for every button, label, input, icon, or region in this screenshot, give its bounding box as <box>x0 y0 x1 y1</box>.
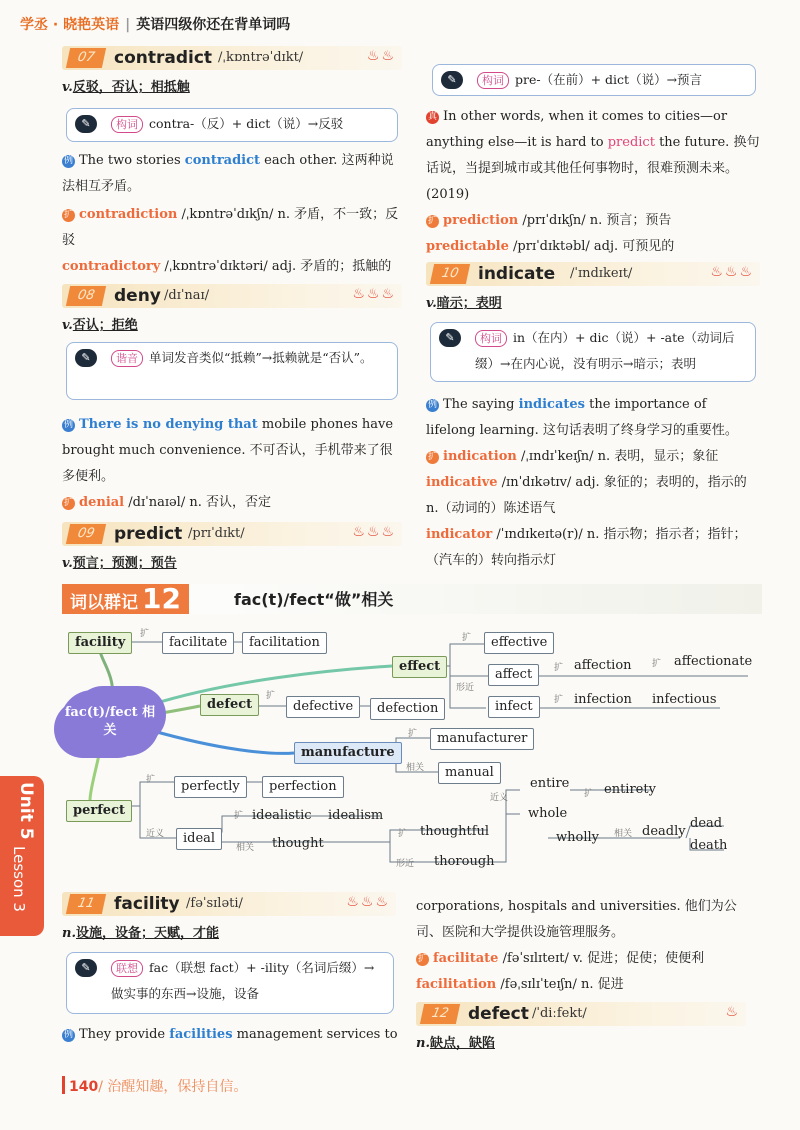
extension-entry: predictable /prɪˈdɪktəbl/ adj. 可预见的 <box>426 239 675 254</box>
box-tag: 联想 <box>111 960 143 977</box>
extension-entry: contradictory /ˌkɒntrəˈdɪktəri/ adj. 矛盾的；抵触的 <box>62 259 392 274</box>
exam-icon: 真 <box>427 112 437 122</box>
node-idealism: idealism <box>328 808 384 823</box>
extension-entry: indicative /ɪnˈdɪkətɪv/ adj. 象征的；表明的，指示的 n.（动词的）陈述语气 <box>426 475 747 516</box>
note-icon: ✎ <box>75 115 97 133</box>
frequency-flame-icon: ♨♨ <box>366 48 396 64</box>
phonetic: /ˈɪndɪkeɪt/ <box>570 266 633 281</box>
box-tag: 构词 <box>111 116 143 133</box>
association-box <box>66 952 394 1014</box>
rel-similar: 形近 <box>456 683 475 693</box>
box-text: 单词发音类似“抵赖”→抵赖就是“否认”。 <box>149 350 373 365</box>
extend-icon: 扩 <box>63 498 73 508</box>
lesson-label: Lesson 3 <box>10 846 28 912</box>
mindmap-title-bar <box>62 584 762 614</box>
phonetic: /prɪˈdɪkt/ <box>188 526 245 541</box>
example-icon: 例 <box>63 1030 73 1040</box>
headword: predict <box>114 524 183 544</box>
wordbuilding-box <box>430 322 756 382</box>
node-entirety: entirety <box>604 782 656 797</box>
node-death: death <box>690 838 728 853</box>
example-icon: 例 <box>63 156 73 166</box>
frequency-flame-icon: ♨♨♨ <box>352 286 396 302</box>
node-facilitate: facilitate <box>162 632 234 654</box>
phonetic: /ˌkɒntrəˈdɪkt/ <box>218 50 304 65</box>
page-footer: 140/ 治醒知趣，保持自信。 <box>62 1076 247 1098</box>
definition: v.反驳，否认；相抵触 <box>62 80 190 95</box>
rel-extend: 扩 <box>266 691 276 701</box>
node-effective: effective <box>484 632 554 654</box>
extension-entry: indicator /ˈɪndɪkeɪtə(r)/ n. 指示物；指示者；指针；（汽车的）转向指示灯 <box>426 527 747 568</box>
node-affect: affect <box>488 664 539 686</box>
word-number: 09 <box>66 524 106 544</box>
rel-extend: 扩 <box>408 729 418 739</box>
frequency-flame-icon: ♨♨♨ <box>710 264 754 280</box>
node-affectionate: affectionate <box>674 654 753 669</box>
extend-icon: 扩 <box>63 210 73 220</box>
book-title: 英语四级你还在背单词吗 <box>136 17 291 33</box>
node-thorough: thorough <box>434 854 495 869</box>
note-icon: ✎ <box>75 959 97 977</box>
node-wholly: wholly <box>556 830 599 845</box>
example-sentence: 例 The two stories contradict each other. 这两种说法相互矛盾。 <box>62 153 394 194</box>
mindmap-title: fac(t)/fect“做”相关 <box>234 590 394 609</box>
rel-extend: 扩 <box>462 633 472 643</box>
footer-motto: 治醒知趣，保持自信。 <box>107 1079 248 1095</box>
phonetic: /dɪˈnaɪ/ <box>164 288 210 303</box>
node-entire: entire <box>530 776 570 791</box>
frequency-flame-icon: ♨♨♨ <box>346 894 390 910</box>
extend-icon: 扩 <box>417 954 427 964</box>
extension-entry: facilitation /fəˌsɪlɪˈteɪʃn/ n. 促进 <box>416 977 624 992</box>
rel-related: 相关 <box>236 843 255 853</box>
node-thought: thought <box>272 836 324 851</box>
rel-extend: 扩 <box>584 789 594 799</box>
node-perfection: perfection <box>262 776 344 798</box>
box-text: fac（联想 fact）+ -ility（名词后缀）→做实事的东西→设施，设备 <box>111 960 375 1001</box>
word-heading-predict <box>62 522 402 546</box>
rel-extend: 扩 <box>398 829 408 839</box>
rel-similar: 形近 <box>396 859 415 869</box>
node-facility: facility <box>68 632 132 654</box>
node-idealistic: idealistic <box>252 808 312 823</box>
word-heading-indicate <box>426 262 760 286</box>
example-sentence: 例 There is no denying that mobile phones have brought much convenience. 不可否认，手机带来了很多便利。 <box>62 417 394 484</box>
node-defection: defection <box>370 698 445 720</box>
rel-extend: 扩 <box>140 629 150 639</box>
page-header: 学丞 · 晓艳英语 | 英语四级你还在背单词吗 <box>20 17 291 33</box>
note-icon: ✎ <box>439 329 461 347</box>
extension-entry: 扩 indication /ˌɪndɪˈkeɪʃn/ n. 表明，显示；象征 <box>427 449 719 464</box>
box-tag: 谐音 <box>111 350 143 367</box>
word-number: 08 <box>66 286 106 306</box>
headword: contradict <box>114 48 213 68</box>
rel-related: 相关 <box>406 763 425 773</box>
extension-entry: 扩 facilitate /fəˈsɪlɪteɪt/ v. 促进；促使；使便利 <box>417 951 705 966</box>
definition: v.暗示；表明 <box>426 296 502 311</box>
extend-icon: 扩 <box>427 452 437 462</box>
node-whole: whole <box>528 806 568 821</box>
node-perfectly: perfectly <box>174 776 247 798</box>
extension-entry: 扩 denial /dɪˈnaɪəl/ n. 否认，否定 <box>63 495 271 510</box>
word-number: 10 <box>430 264 470 284</box>
phonetic: /ˈdiːfekt/ <box>532 1006 587 1021</box>
rel-near: 近义 <box>490 793 509 803</box>
rel-extend: 扩 <box>554 663 564 673</box>
rel-related: 相关 <box>614 829 633 839</box>
definition: v.否认；拒绝 <box>62 318 138 333</box>
example-sentence-continued: corporations, hospitals and universities. 他们为公司、医院和大学提供设施管理服务。 <box>416 899 737 940</box>
node-deadly: deadly <box>642 824 686 839</box>
phonetic: /fəˈsɪləti/ <box>186 896 243 911</box>
box-tag: 构词 <box>477 72 509 89</box>
node-perfect: perfect <box>66 800 132 822</box>
box-text: pre-（在前）+ dict（说）→预言 <box>515 72 703 87</box>
note-icon: ✎ <box>441 71 463 89</box>
extension-entry: 扩 contradiction /ˌkɒntrəˈdɪkʃn/ n. 矛盾，不一致；反驳 <box>62 207 399 248</box>
unit-side-tab <box>0 776 44 936</box>
word-heading-deny <box>62 284 402 308</box>
rel-extend: 扩 <box>146 775 156 785</box>
mindmap-label: 词以群记 12 <box>62 584 189 614</box>
mnemonic-box <box>66 342 398 400</box>
node-effect: effect <box>392 656 447 678</box>
node-affection: affection <box>574 658 632 673</box>
rel-extend: 扩 <box>554 695 564 705</box>
word-number: 11 <box>66 894 106 914</box>
definition: v.预言；预测；预告 <box>62 556 177 571</box>
extend-icon: 扩 <box>427 216 437 226</box>
word-number: 12 <box>420 1004 460 1024</box>
node-thoughtful: thoughtful <box>420 824 490 839</box>
word-number: 07 <box>66 48 106 68</box>
wordbuilding-box <box>66 108 398 142</box>
example-sentence: 例 The saying indicates the importance of lifelong learning. 这句话表明了终身学习的重要性。 <box>426 397 738 438</box>
node-infection: infection <box>574 692 632 707</box>
word-heading-facility <box>62 892 396 916</box>
node-facilitation: facilitation <box>242 632 327 654</box>
headword: defect <box>468 1004 529 1024</box>
headword: facility <box>114 894 180 914</box>
rel-extend: 扩 <box>652 659 662 669</box>
frequency-flame-icon: ♨♨♨ <box>352 524 396 540</box>
node-manual: manual <box>438 762 501 784</box>
word-heading-contradict <box>62 46 402 70</box>
word-heading-defect <box>416 1002 746 1026</box>
box-text: contra-（反）+ dict（说）→反驳 <box>149 116 344 131</box>
note-icon: ✎ <box>75 349 97 367</box>
box-tag: 构词 <box>475 330 507 347</box>
extension-entry: 扩 prediction /prɪˈdɪkʃn/ n. 预言；预告 <box>427 213 672 228</box>
mindmap-center-node: fac(t)/fect 相关 <box>60 690 160 756</box>
node-ideal: ideal <box>176 828 222 850</box>
wordbuilding-box <box>432 64 756 96</box>
box-text: in（在内）+ dic（说）+ -ate（动词后缀）→在内心说，没有明示→暗示；表明 <box>475 330 735 371</box>
unit-label: Unit 5 <box>16 782 36 840</box>
node-defect: defect <box>200 694 259 716</box>
node-dead: dead <box>690 816 723 831</box>
rel-near: 近义 <box>146 829 165 839</box>
definition: n.缺点，缺陷 <box>416 1036 495 1051</box>
node-infect: infect <box>488 696 540 718</box>
node-defective: defective <box>286 696 360 718</box>
series-name: 学丞 · 晓艳英语 <box>20 17 120 33</box>
node-manufacture: manufacture <box>294 742 402 764</box>
definition: n.设施，设备；天赋，才能 <box>62 926 219 941</box>
frequency-flame-icon: ♨ <box>725 1004 740 1020</box>
headword: indicate <box>478 264 556 284</box>
example-icon: 例 <box>63 420 73 430</box>
headword: deny <box>114 286 161 306</box>
example-sentence: 例 They provide facilities management services to <box>63 1027 398 1042</box>
example-sentence: 真 In other words, when it comes to cities—or anything else—it is hard to predict the future. 换句话说，当提到城市或其他任何事物时，很难预测未来。(2019) <box>426 109 760 202</box>
page-number: 140 <box>69 1079 99 1095</box>
rel-extend: 扩 <box>234 811 244 821</box>
node-infectious: infectious <box>652 692 717 707</box>
node-manufacturer: manufacturer <box>430 728 534 750</box>
example-icon: 例 <box>427 400 437 410</box>
